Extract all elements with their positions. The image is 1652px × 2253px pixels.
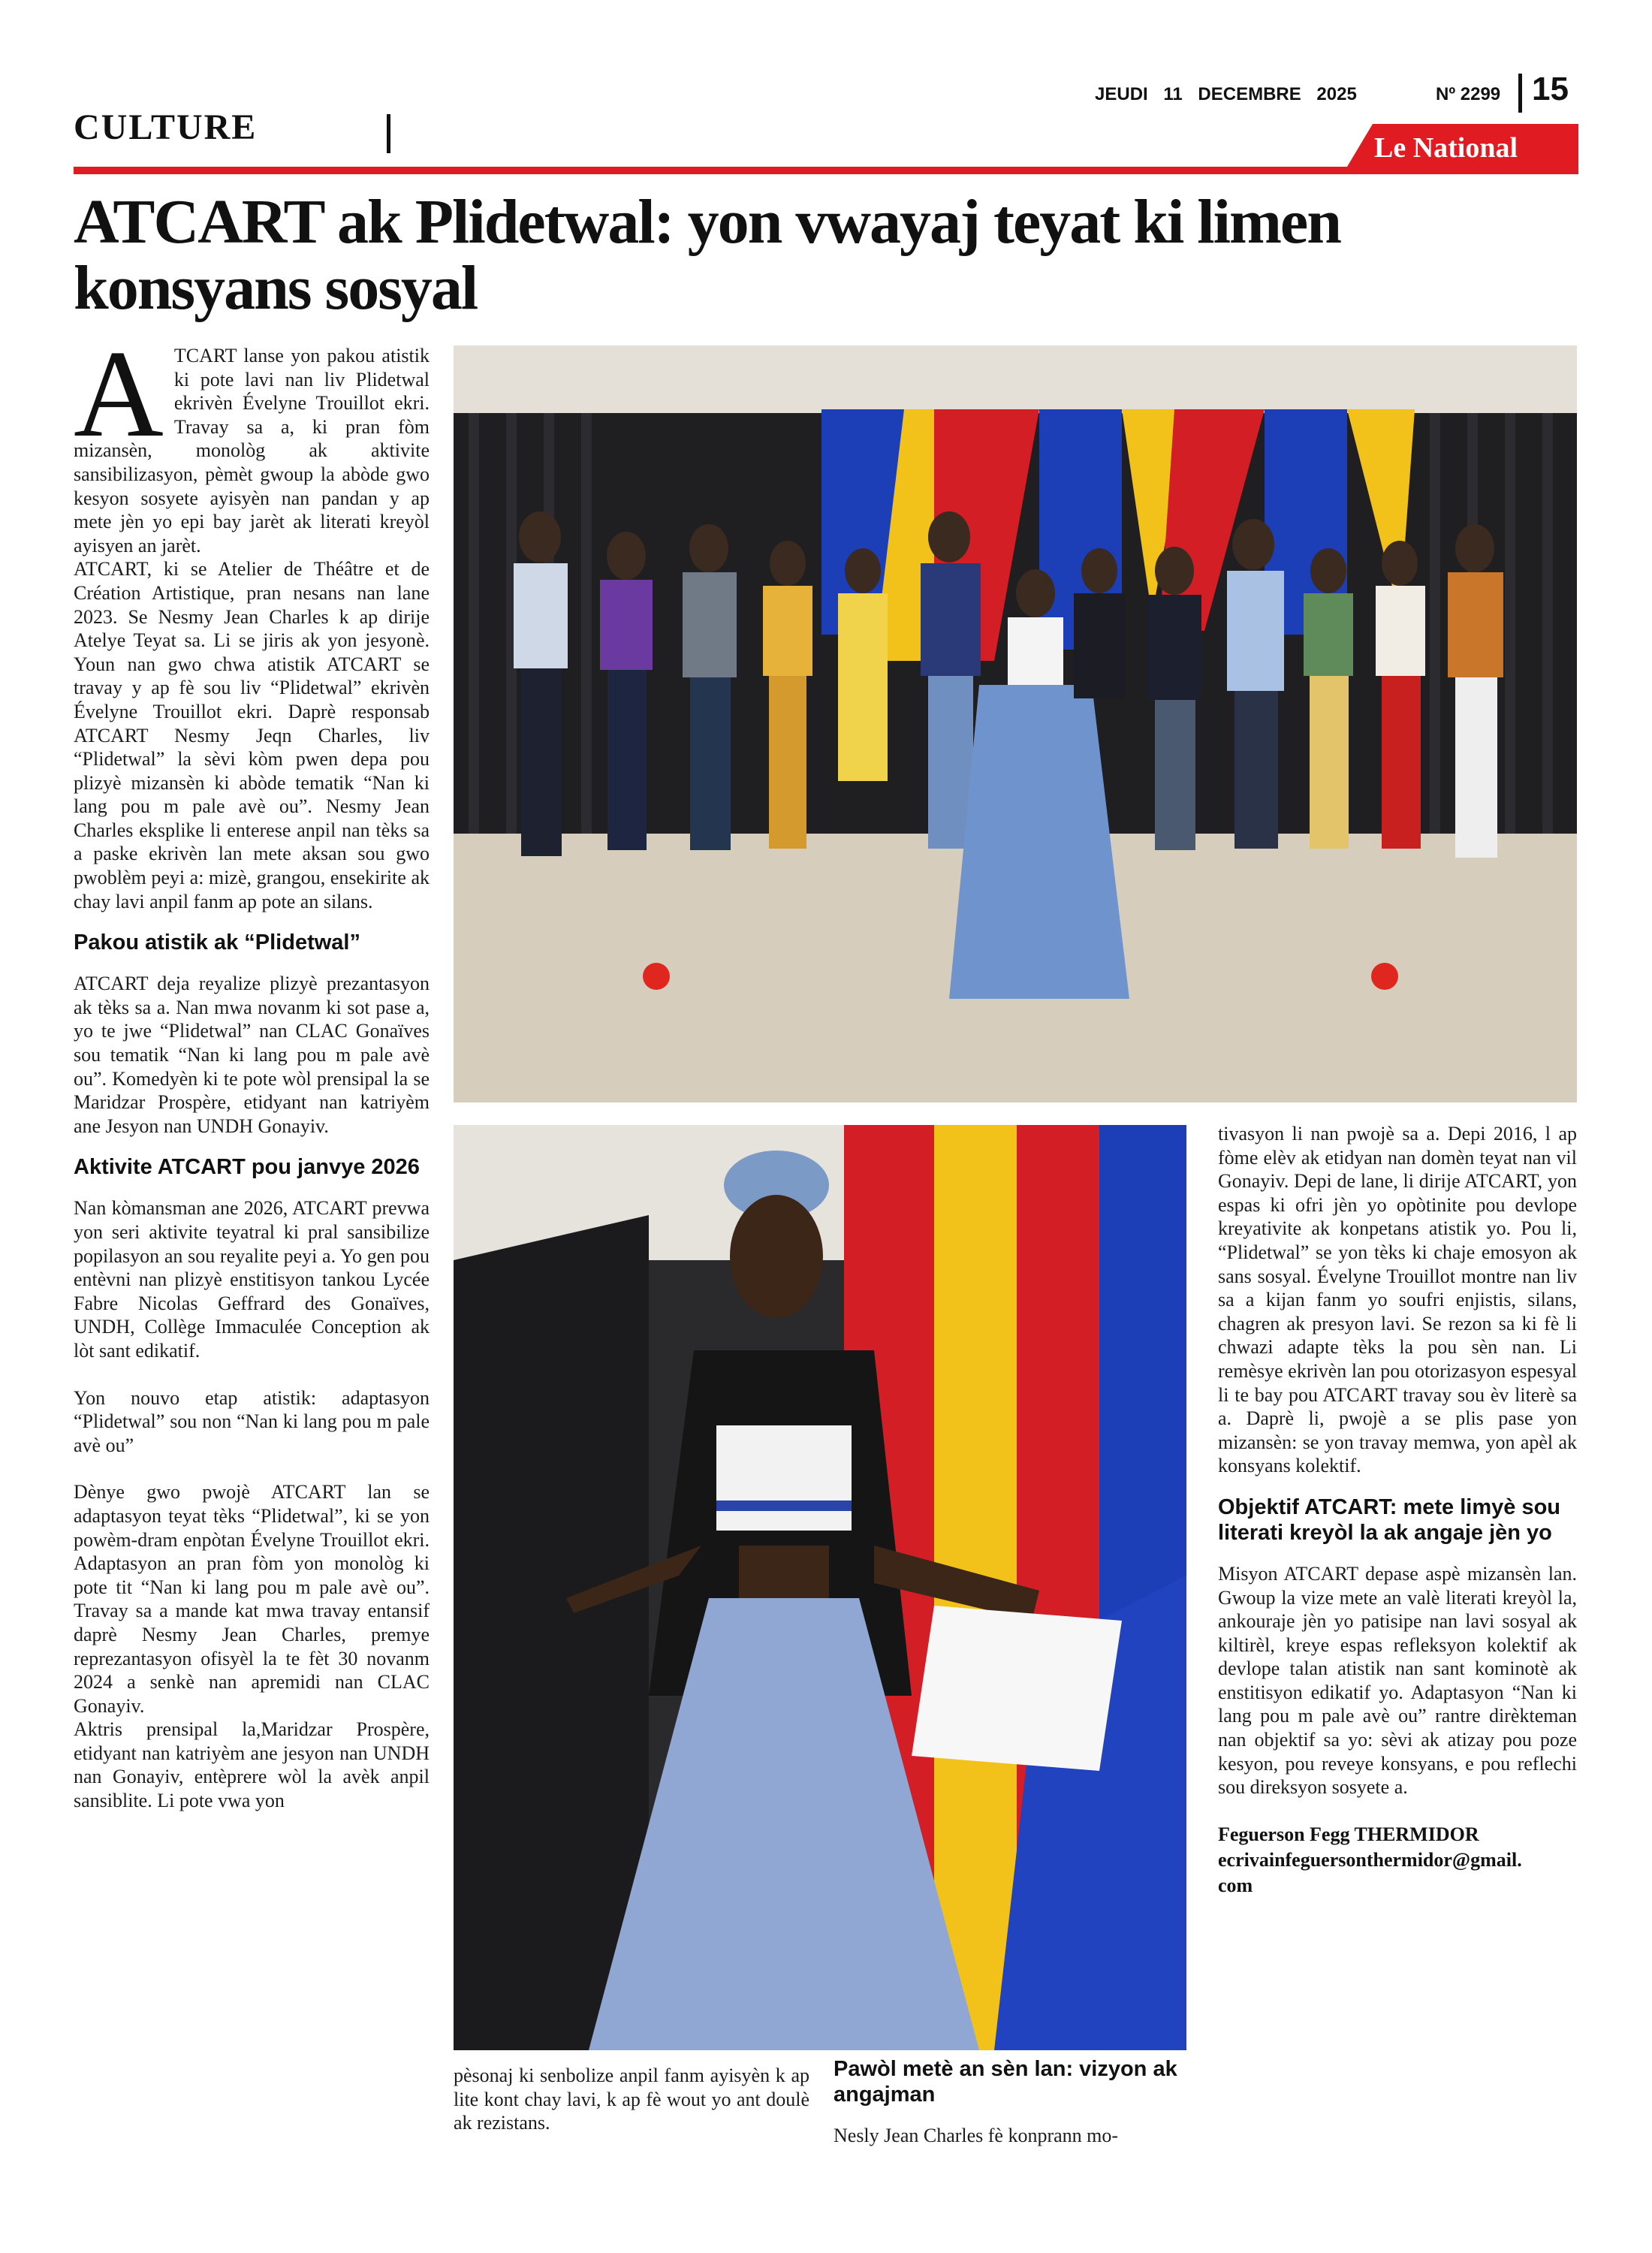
column-1	[74, 324, 430, 1813]
drop-cap: A	[74, 324, 164, 463]
column-4	[1218, 1122, 1577, 1899]
author-name: Feguerson Fegg THERMIDOR	[1218, 1823, 1479, 1845]
paragraph: Nesly Jean Charles fè konprann mo-	[834, 2125, 1119, 2146]
section-label: CULTURE	[74, 107, 258, 147]
column-3	[834, 2056, 1186, 2148]
paragraph: Yon nouvo etap atistik: adaptasyon “Plidetwal” sou non “Nan ki lang pou m pale avè ou”	[74, 1386, 430, 1456]
group-photo	[454, 345, 1577, 1102]
column-2	[454, 2064, 809, 2135]
intro-paragraph: TCART lanse yon pakou atistik ki pote lavi nan liv Plidetwal ekrivèn Évelyne Trouillot ekri. Travay sa a, ki pran fòm mizansèn, monològ ak aktivite sansibilizasyon, pèmèt gwoup la abòde gwo kesyon sosyete ayisyèn nan pandan y ap mete jèn yo epi bay jarèt ak literati kreyòl ayisyen an jarèt.	[74, 345, 430, 556]
subheading: Aktivite ATCART pou janvye 2026	[74, 1155, 420, 1180]
performance-photo-image	[454, 1125, 1186, 2050]
paragraph: Dènye gwo pwojè ATCART lan se adaptasyon teyat tèks “Plidetwal”, ki se yon powèm-dram enpòtan Évelyne Trouillot ekri. Adaptasyon an pran fòm yon monològ ki pote tit “Nan ki lang pou m pale avè ou”. Travay sa a mande kat mwa travay entansif daprè Nesmy Jean Charles, premye reprezantasyon ofisyèl la te fèt 30 novanm 2024 a senkè nan apremidi nan CLAC Gonayiv.	[74, 1481, 430, 1717]
dateline	[1095, 84, 1357, 105]
paragraph: ATCART deja reyalize plizyè prezantasyon ak tèks sa a. Nan mwa novanm ki sot pase a, yo te jwe “Plidetwal” nan CLAC Gonaïves sou tematik “Nan ki lang pou m pale avè ou”. Komedyèn ki te pote wòl prensipal la se Maridzar Prospère, etidyant nan katriyèm ane Jesyon nan UNDH Gonayiv.	[74, 973, 430, 1137]
paragraph: ATCART, ki se Atelier de Théâtre et de Création Artistique, pran nesans nan lane 2023. Se Nesmy Jean Charles k ap dirije Atelye Teyat sa. Li se jiris ak yon jesyonè. Youn nan gwo chwa atistik ATCART se travay y ap fè sou liv “Plidetwal” ekrivèn Évelyne Trouillot ekri. Daprè responsab ATCART Nesmy Jeqn Charles, liv “Plidetwal” la sèvi kòm pwen depa pou plizyè mizansèn ki abòde tematik “Nan ki lang pou m pale avè ou”. Nesmy Jean Charles eksplike li enterese anpil nan tèks sa a paske ekrivèn lan mete aksan sou gwo pwoblèm peyi a: mizè, grangou, ensekirite ak chay lavi anpil fanm ap pote an silans.	[74, 558, 430, 912]
performance-photo	[454, 1125, 1186, 2050]
paragraph: pèsonaj ki senbolize anpil fanm ayisyèn k ap lite kont chay lavi, k ap fè wout yo ant doulè ak rezistans.	[454, 2064, 809, 2134]
paragraph: Nan kòmansman ane 2026, ATCART prevwa yon seri aktivite teyatral ki pral sansibilize popilasyon an sou reyalite peyi a. Yo gen pou entèvni nan plizyè enstitisyon tankou Lycée Fabre Nicolas Geffrard des Gonaïves, UNDH, Collège Immaculée Conception ak lòt sant edikatif.	[74, 1197, 430, 1362]
page-divider	[1518, 74, 1522, 113]
brand-name: Le National	[1374, 132, 1518, 164]
page-number: 15	[1532, 71, 1569, 107]
paragraph: Misyon ATCART depase aspè mizansèn lan. Gwoup la vize mete an valè literati kreyòl la, ankouraje jèn yo patisipe nan lavi sosyal ak kiltirèl, kreye espas refleksyon kolektif ak devlope talan atistik nan sant kominotè ak enstitisyon edikatif yo. Adaptasyon “Nan ki lang pou m pale avè ou” rantre dirèkteman nan objektif sa yo: sèvi ak atizay pou poze kesyon, pou reveye konsyans, e pou reflechi sou direksyon sosyete a.	[1218, 1562, 1577, 1799]
date-month: DECEMBRE	[1198, 84, 1301, 104]
issue-number: Nº 2299	[1436, 84, 1501, 104]
section-divider	[387, 114, 390, 153]
date-day: JEUDI	[1095, 84, 1148, 104]
subheading: Objektif ATCART: mete limyè sou literati kreyòl la ak angaje jèn yo	[1218, 1494, 1561, 1545]
date-year: 2025	[1316, 84, 1357, 104]
date-number: 11	[1163, 84, 1183, 104]
author-email-line1: ecrivainfeguersonthermidor@gmail.	[1218, 1848, 1522, 1871]
paragraph: Aktris prensipal la,Maridzar Prospère, etidyant nan katriyèm ane jesyon nan UNDH nan Gonayiv, entèprere wòl la avèk anpil sansiblite. Li pote vwa yon	[74, 1718, 430, 1812]
author-email	[1218, 1847, 1577, 1899]
author-email-line2: com	[1218, 1874, 1253, 1896]
group-photo-image	[454, 345, 1577, 1102]
subheading: Pawòl metè an sèn lan: vizyon ak angajman	[834, 2057, 1177, 2107]
headline: ATCART ak Plidetwal: yon vwayaj teyat ki limen konsyans sosyal	[74, 187, 1340, 323]
subheading: Pakou atistik ak “Plidetwal”	[74, 930, 360, 955]
header-rule	[74, 167, 1578, 174]
paragraph: tivasyon li nan pwojè sa a. Depi 2016, l ap fòme elèv ak etidyan nan domèn teyat nan vil Gonayiv. Depi de lane, li dirije ATCART, yon espas ki ofri jèn yo opòtinite pou devlope kreyativite ak konpetans atistik yo. Pou li, “Plidetwal” se yon tèks ki chaje emosyon ak sans sosyal. Évelyne Trouillot montre nan liv sa a kijan fanm yo soufri enjistis, silans, chagren ak presyon lavi. Se rezon sa ki fè li chwazi adapte tèks la pou sèn nan. Li remèsye ekrivèn lan pou otorizasyon espesyal li te bay pou ATCART travay sou èv literè sa a. Daprè li, pwojè a se plis pase yon mizansèn: se yon travay memwa, yon apèl ak konsyans kolektif.	[1218, 1123, 1577, 1477]
